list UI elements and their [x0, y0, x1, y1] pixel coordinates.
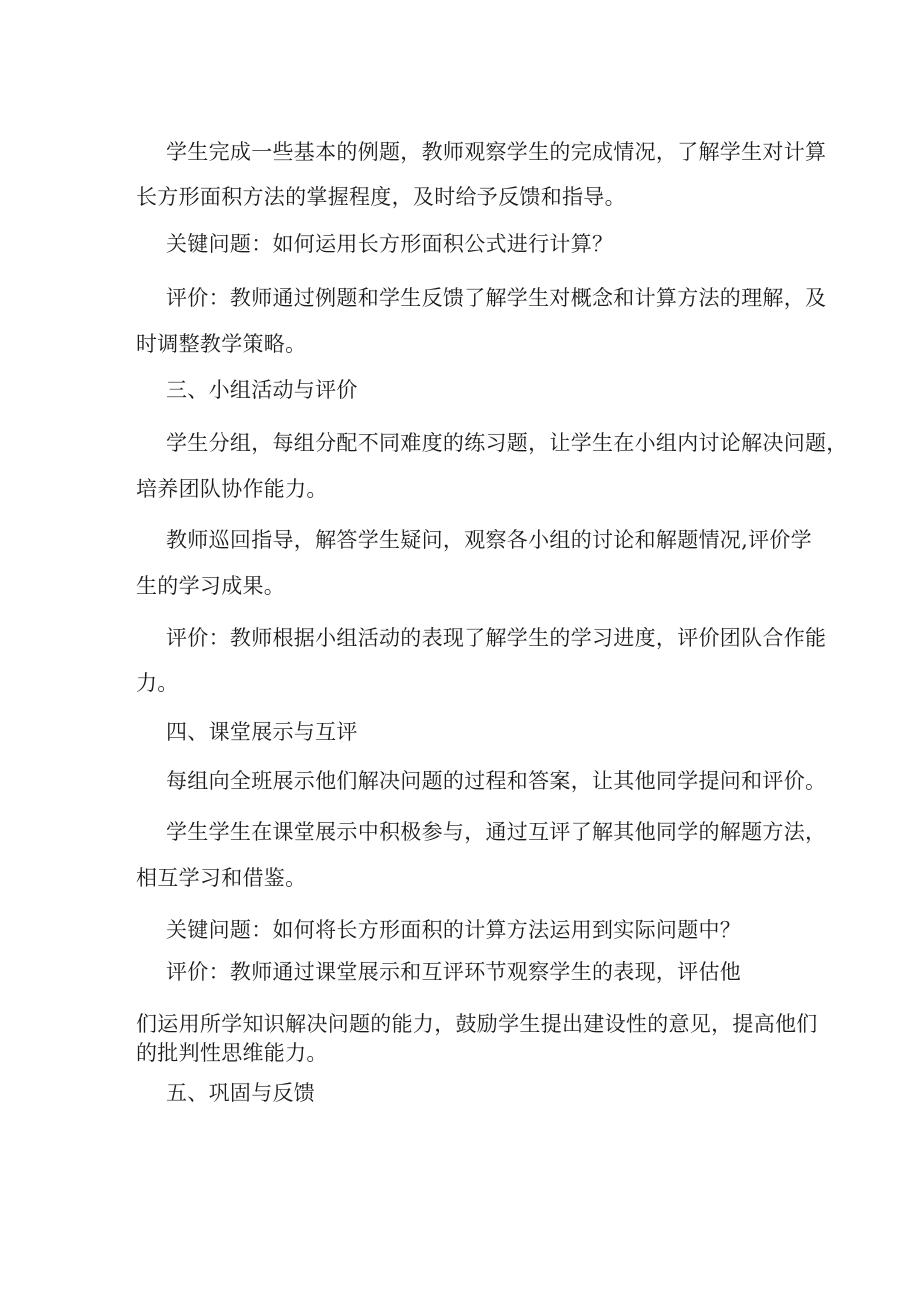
paragraph-line: 的批判性思维能力。	[136, 1041, 328, 1065]
paragraph-line: 们运用所学知识解决问题的能力，鼓励学生提出建设性的意见，提高他们	[136, 1012, 818, 1036]
section-heading: 五、巩固与反馈	[166, 1081, 316, 1105]
section-heading: 三、小组活动与评价	[166, 378, 358, 402]
paragraph-line: 学生完成一些基本的例题，教师观察学生的完成情况，了解学生对计算	[166, 140, 827, 164]
evaluation-line: 评价：教师根据小组活动的表现了解学生的学习进度，评价团队合作能	[166, 626, 827, 650]
paragraph-line: 每组向全班展示他们解决问题的过程和答案，让其他同学提问和评价。	[166, 769, 827, 793]
paragraph-line: 培养团队协作能力。	[136, 477, 328, 501]
paragraph-line: 力。	[136, 671, 179, 695]
paragraph-line: 学生分组，每组分配不同难度的练习题，让学生在小组内讨论解决问题，	[166, 431, 848, 455]
paragraph-line: 相互学习和借鉴。	[136, 866, 307, 890]
evaluation-line: 评价：教师通过例题和学生反馈了解学生对概念和计算方法的理解，及	[166, 286, 827, 310]
paragraph-line: 学生学生在课堂展示中积极参与，通过互评了解其他同学的解题方法，	[166, 820, 827, 844]
paragraph-line: 生的学习成果。	[136, 574, 286, 598]
evaluation-line: 评价：教师通过课堂展示和互评环节观察学生的表现，评估他	[166, 960, 742, 984]
key-question-line: 关键问题：如何运用长方形面积公式进行计算？	[166, 232, 614, 256]
key-question-line: 关键问题：如何将长方形面积的计算方法运用到实际问题中？	[166, 918, 742, 942]
section-heading: 四、课堂展示与互评	[166, 720, 358, 744]
paragraph-line: 时调整教学策略。	[136, 332, 307, 356]
paragraph-line: 教师巡回指导，解答学生疑问，观察各小组的讨论和解题情况,评价学	[166, 528, 812, 552]
paragraph-line: 长方形面积方法的掌握程度，及时给予反馈和指导。	[136, 185, 626, 209]
